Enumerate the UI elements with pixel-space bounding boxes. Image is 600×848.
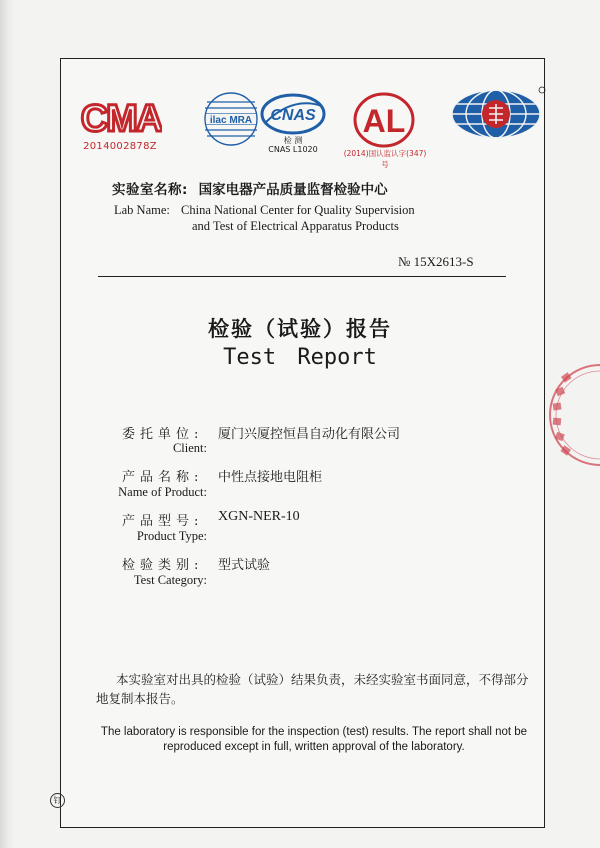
field-product-name-label-en: Name of Product: [118, 485, 207, 499]
binding-mark: 钉 [50, 793, 65, 808]
cma-logo [80, 95, 162, 139]
lab-label-cn: 实验室名称: [112, 182, 188, 198]
cma-logo-text: CMA [80, 98, 162, 139]
field-test-category-value: 型式试验 [218, 558, 271, 573]
field-client-value: 厦门兴厦控恒昌自动化有限公司 [218, 427, 401, 442]
al-logo-text: AL [362, 103, 406, 139]
field-client-label-en: Client: [172, 441, 207, 455]
al-certificate-code: (2014)国认监认字(347)号 [343, 149, 427, 169]
cnas-number [258, 136, 328, 154]
lab-name-cn [112, 178, 388, 198]
lab-name-value-en-1: China National Center for Quality Supervision [181, 203, 415, 217]
ilac-mra-globe-icon [202, 90, 260, 148]
field-test-category-label-cn: 检验类别: [122, 558, 204, 573]
lab-name-value-cn: 国家电器产品质量监督检验中心 [198, 182, 388, 198]
report-title-cn: 检验（试验）报告 [208, 317, 392, 341]
field-product-type-label-cn: 产品型号: [122, 514, 204, 529]
official-seal-stamp [528, 360, 600, 470]
report-title-en: Test Report [223, 345, 377, 370]
al-logo [352, 92, 416, 148]
field-client-label-cn: 委托单位: [122, 427, 204, 442]
cnas-line-2: CNAS L1020 [268, 145, 318, 154]
statement-en: The laboratory is responsible for the inspection (test) results. The report shall not be reproduced except in full, written approval of the laboratory. [100, 726, 528, 753]
ilac-mra-text: ilac MRA [209, 115, 253, 126]
field-test-category-label-en: Test Category: [133, 573, 207, 587]
lab-name-en [114, 202, 415, 234]
lab-label-en: Lab Name: [114, 203, 170, 217]
globe-mark-icon [448, 84, 548, 140]
field-product-name-label-cn: 产品名称: [122, 470, 204, 485]
report-number: № 15X2613-S [398, 254, 474, 269]
field-product-type-value: XGN-NER-10 [218, 509, 300, 524]
cnas-logo [260, 92, 326, 136]
field-product-type-label-en: Product Type: [136, 529, 207, 543]
cnas-line-1: 检 测 [283, 136, 303, 145]
cnas-text: CNAS [270, 107, 316, 124]
cma-certificate-code: 2014002878Z [83, 141, 157, 152]
statement-cn: 本实验室对出具的检验（试验）结果负责，未经实验室书面同意，不得部分地复制本报告。 [96, 672, 529, 706]
lab-name-value-en-2: and Test of Electrical Apparatus Products [192, 219, 399, 233]
field-product-name-value: 中性点接地电阻柜 [218, 470, 323, 485]
binding-edge-shadow [0, 0, 14, 848]
divider-line [98, 276, 506, 277]
